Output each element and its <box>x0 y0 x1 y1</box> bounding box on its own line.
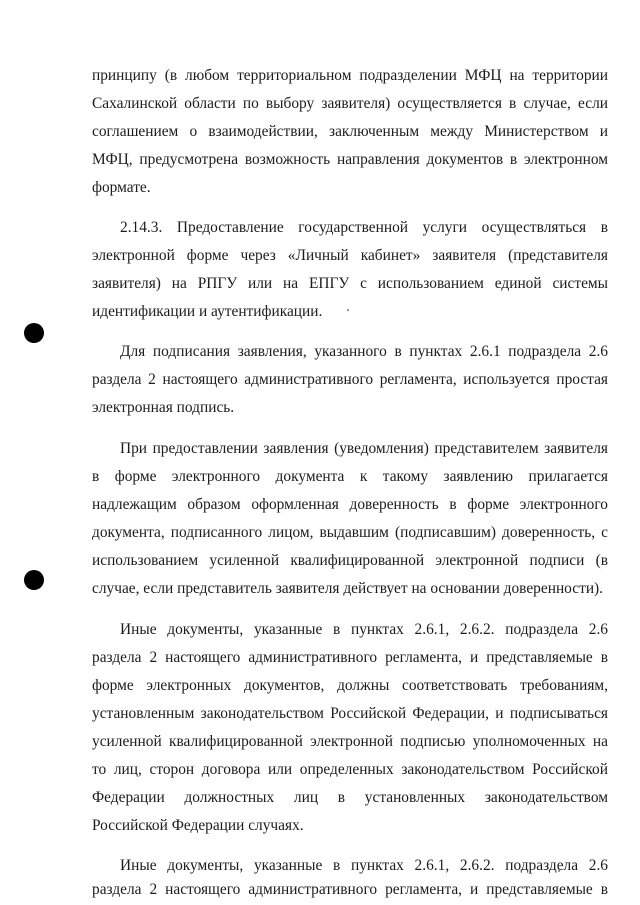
text-line: документа, подписанного лицом, выдавшим (подписавшим) доверенность, с <box>92 524 608 541</box>
text-line: случае, если представитель заявителя действует на основании доверенности). <box>92 580 604 597</box>
text-line: раздела 2 настоящего административного регламента, и представляемые в <box>92 881 608 898</box>
text-line: Иные документы, указанные в пунктах 2.6.1, 2.6.2. подраздела 2.6 <box>120 621 608 638</box>
text-line: соглашением о взаимодействии, заключенным между Министерством и <box>92 123 608 140</box>
text-line: принципу (в любом территориальном подразделении МФЦ на территории <box>92 67 608 84</box>
text-line: надлежащим образом оформленная доверенность в форме электронного <box>92 496 608 513</box>
text-line: электронная подпись. <box>92 399 235 416</box>
text-line: Федерации должностных лиц в установленных законодательством <box>92 789 608 806</box>
punch-hole-bottom <box>24 570 44 590</box>
punch-hole-top <box>24 323 44 343</box>
text-line: усиленной квалифицированной электронной подписью уполномоченных на <box>92 733 608 750</box>
text-line: 2.14.3. Предоставление государственной услуги осуществляться в <box>120 219 608 236</box>
text-line: Иные документы, указанные в пунктах 2.6.1, 2.6.2. подраздела 2.6 <box>120 857 608 874</box>
text-line: заявителя) на РПГУ или на ЕПГУ с использованием единой системы <box>92 275 608 292</box>
text-line: использованием усиленной квалифицированной электронной подписи (в <box>92 552 608 569</box>
text-line: формате. <box>92 179 151 196</box>
text-line: установленным законодательством Российской Федерации, и подписываться <box>92 705 608 722</box>
text-line: в форме электронного документа к такому заявлению прилагается <box>92 468 608 485</box>
text-line: При предоставлении заявления (уведомления) представителем заявителя <box>120 440 608 457</box>
text-line: раздела 2 настоящего административного регламента, и представляемые в <box>92 649 608 666</box>
text-line: раздела 2 настоящего административного регламента, используется простая <box>92 371 608 388</box>
text-line: Сахалинской области по выбору заявителя) осуществляется в случае, если <box>92 95 608 112</box>
text-line: Российской Федерации случаях. <box>92 817 304 834</box>
text-line: электронной форме через «Личный кабинет» заявителя (представителя <box>92 247 608 264</box>
text-line: Для подписания заявления, указанного в пунктах 2.6.1 подраздела 2.6 <box>120 343 608 360</box>
text-line: форме электронных документов, должны соответствовать требованиям, <box>92 677 608 694</box>
text-line: МФЦ, предусмотрена возможность направления документов в электронном <box>92 151 608 168</box>
text-line: идентификации и аутентификации. <box>92 303 323 320</box>
text-line: то лиц, сторон договора или определенных законодательством Российской <box>92 761 608 778</box>
